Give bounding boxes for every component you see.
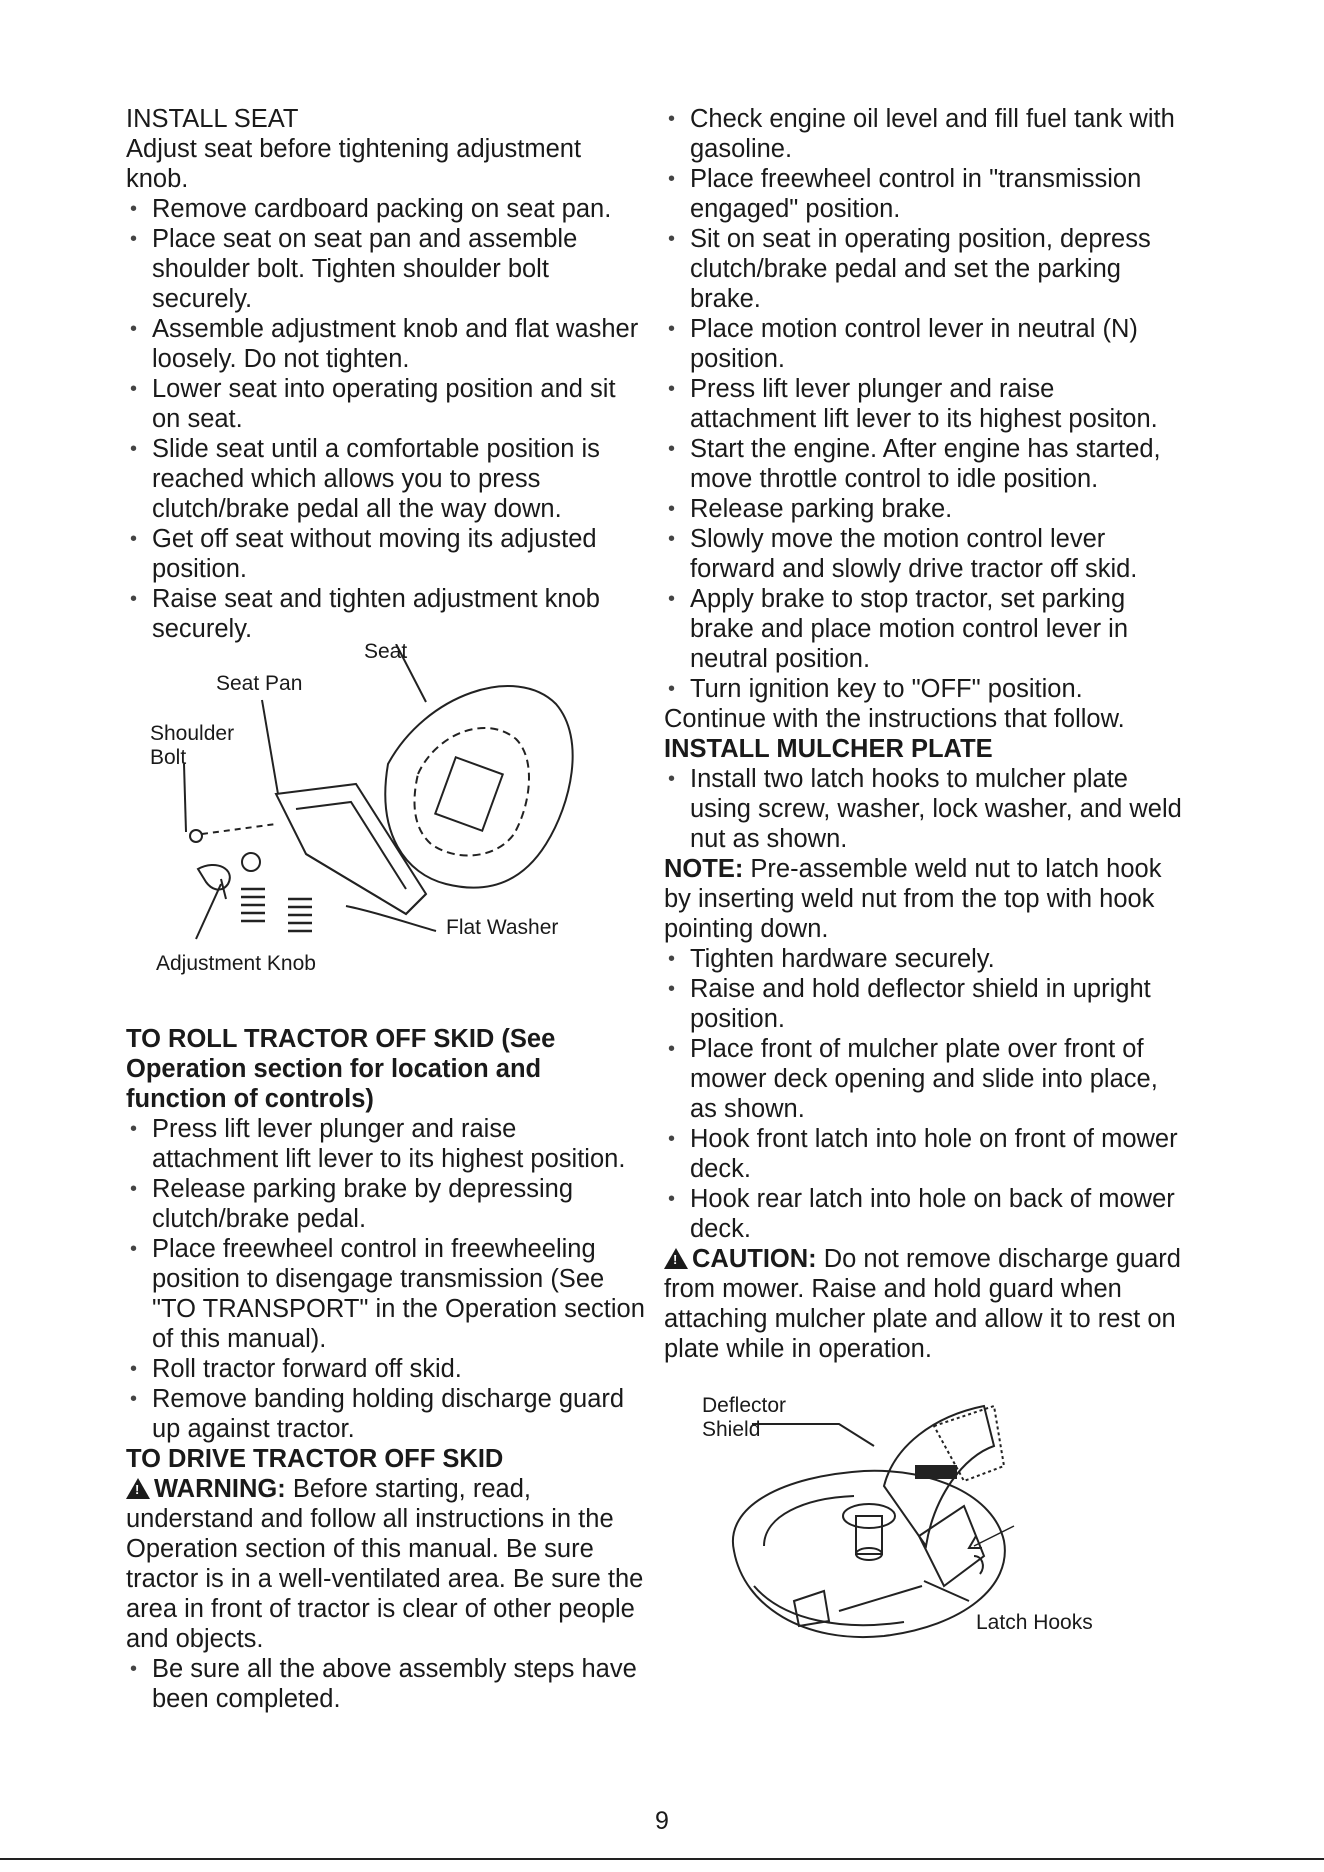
deflector-shield-label-line2: Shield <box>702 1418 761 1441</box>
list-item: • Release parking brake. <box>664 494 1184 524</box>
left-column <box>126 104 646 1714</box>
adjustment-knob-label: Adjustment Knob <box>156 952 316 975</box>
warning-label: WARNING: <box>154 1475 286 1503</box>
list-item: • Release parking brake by depressing clutch/brake pedal. <box>126 1174 646 1234</box>
install-seat-heading: INSTALL SEAT <box>126 105 299 133</box>
bottom-rule <box>0 1858 1324 1860</box>
caution-text: Do not remove discharge guard from mower. Raise and hold guard when attaching mulcher plate and allow it to rest on plate while in operation. <box>664 1245 1181 1363</box>
list-item: • Hook rear latch into hole on back of mower deck. <box>664 1184 1184 1244</box>
list-item: • Tighten hardware securely. <box>664 944 1184 974</box>
list-item: • Lower seat into operating position and sit on seat. <box>126 374 646 434</box>
note-text: Pre-assemble weld nut to latch hook by inserting weld nut from the top with hook pointing down. <box>664 855 1162 943</box>
list-item: • Slowly move the motion control lever forward and slowly drive tractor off skid. <box>664 524 1184 584</box>
flat-washer-label: Flat Washer <box>446 916 559 939</box>
right-column <box>664 104 1184 1686</box>
list-item: • Check engine oil level and fill fuel tank with gasoline. <box>664 104 1184 164</box>
list-item: • Place motion control lever in neutral (N) position. <box>664 314 1184 374</box>
warning-paragraph <box>126 1474 646 1654</box>
caution-paragraph <box>664 1244 1184 1364</box>
list-item: • Roll tractor forward off skid. <box>126 1354 646 1384</box>
mulcher-figure <box>664 1386 1184 1686</box>
mulcher-steps <box>664 944 1184 1244</box>
drive-tractor-steps-left <box>126 1654 646 1714</box>
deflector-shield-label-line1: Deflector <box>702 1394 787 1417</box>
seat-pan-label: Seat Pan <box>216 672 303 695</box>
install-mulcher-heading: INSTALL MULCHER PLATE <box>664 735 993 763</box>
roll-tractor-steps <box>126 1114 646 1444</box>
list-item: • Remove cardboard packing on seat pan. <box>126 194 646 224</box>
list-item: • Place freewheel control in freewheeling position to disengage transmission (See "TO TRANSPORT" in the Operation section of this manual). <box>126 1234 646 1354</box>
shoulder-bolt-label-line1: Shoulder <box>150 722 235 745</box>
page-number: 9 <box>655 1807 669 1835</box>
list-item: • Get off seat without moving its adjusted position. <box>126 524 646 584</box>
drive-tractor-steps-right <box>664 104 1184 704</box>
note-label: NOTE: <box>664 855 744 883</box>
list-item: • Raise seat and tighten adjustment knob securely. <box>126 584 646 644</box>
list-item: • Raise and hold deflector shield in upright position. <box>664 974 1184 1034</box>
shoulder-bolt-label-line2: Bolt <box>150 746 187 769</box>
warning-icon: ! <box>126 1478 150 1499</box>
list-item: • Place freewheel control in "transmission engaged" position. <box>664 164 1184 224</box>
list-item: • Assemble adjustment knob and flat washer loosely. Do not tighten. <box>126 314 646 374</box>
caution-icon: ! <box>664 1248 688 1269</box>
list-item: • Install two latch hooks to mulcher plate using screw, washer, lock washer, and weld nut as shown. <box>664 764 1184 854</box>
continue-text: Continue with the instructions that follow. <box>664 705 1125 733</box>
list-item: • Remove banding holding discharge guard up against tractor. <box>126 1384 646 1444</box>
list-item: • Apply brake to stop tractor, set parking brake and place motion control lever in neutral position. <box>664 584 1184 674</box>
warning-text: Before starting, read, understand and follow all instructions in the Operation section of this manual. Be sure tractor is in a well-ventilated area. Be sure the area in front of tractor is clear of other people and objects. <box>126 1475 644 1653</box>
install-seat-intro: Adjust seat before tightening adjustment knob. <box>126 135 582 193</box>
caution-label: CAUTION: <box>692 1245 817 1273</box>
mulcher-step-1 <box>664 764 1184 854</box>
list-item: • Sit on seat in operating position, depress clutch/brake pedal and set the parking brake. <box>664 224 1184 314</box>
latch-hooks-label: Latch Hooks <box>976 1611 1093 1634</box>
list-item: • Start the engine. After engine has started, move throttle control to idle position. <box>664 434 1184 494</box>
list-item: • Place seat on seat pan and assemble shoulder bolt. Tighten shoulder bolt securely. <box>126 224 646 314</box>
seat-label: Seat <box>364 640 408 663</box>
list-item: • Press lift lever plunger and raise attachment lift lever to its highest position. <box>126 1114 646 1174</box>
list-item: • Be sure all the above assembly steps have been completed. <box>126 1654 646 1714</box>
list-item: • Turn ignition key to "OFF" position. <box>664 674 1184 704</box>
list-item: • Place front of mulcher plate over front of mower deck opening and slide into place, as shown. <box>664 1034 1184 1124</box>
list-item: • Hook front latch into hole on front of mower deck. <box>664 1124 1184 1184</box>
drive-tractor-heading: TO DRIVE TRACTOR OFF SKID <box>126 1445 504 1473</box>
note-paragraph <box>664 854 1184 944</box>
install-seat-steps <box>126 194 646 644</box>
seat-figure <box>126 640 646 1024</box>
list-item: • Press lift lever plunger and raise attachment lift lever to its highest positon. <box>664 374 1184 434</box>
roll-tractor-heading: TO ROLL TRACTOR OFF SKID (See Operation section for location and function of controls) <box>126 1025 556 1113</box>
list-item: • Slide seat until a comfortable position is reached which allows you to press clutch/brake pedal all the way down. <box>126 434 646 524</box>
